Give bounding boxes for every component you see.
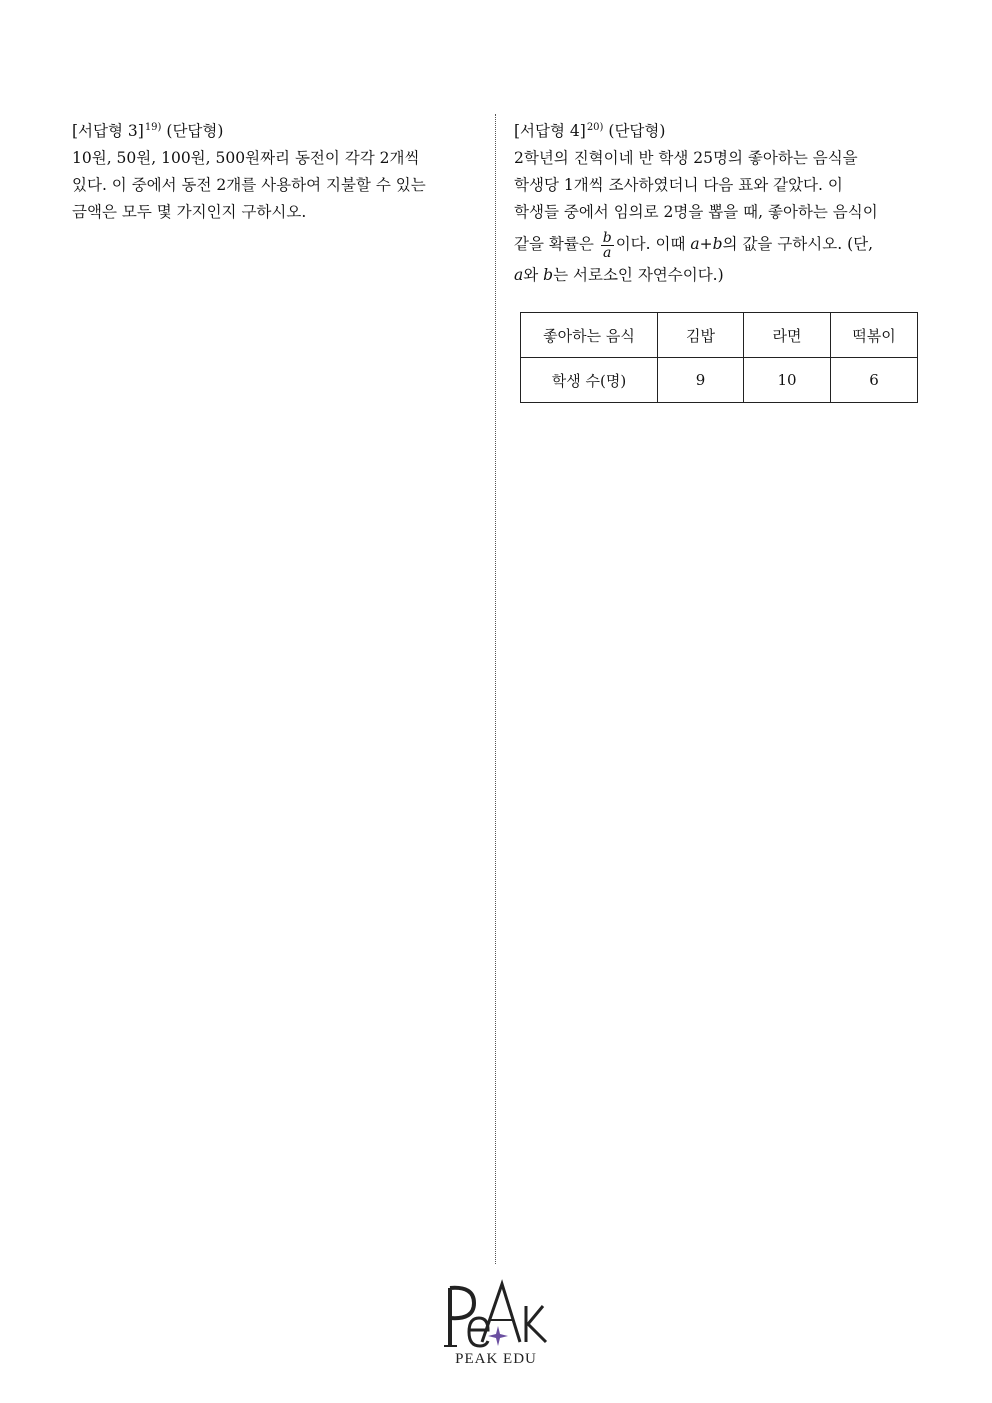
fraction-denominator: a xyxy=(603,244,612,261)
table-header-cell: 떡볶이 xyxy=(831,313,918,358)
question-4-number: [서답형 4] xyxy=(514,122,586,140)
table-cell: 학생 수(명) xyxy=(521,358,658,403)
table-header-cell: 좋아하는 음식 xyxy=(521,313,658,358)
table-header-cell: 김밥 xyxy=(658,313,744,358)
column-divider xyxy=(495,114,496,1264)
table-header-row xyxy=(521,313,918,358)
table-cell: 10 xyxy=(744,358,831,403)
fraction-numerator: b xyxy=(602,229,612,246)
conjunction: 와 xyxy=(523,266,544,284)
condition-text: 는 서로소인 자연수이다.) xyxy=(553,266,724,284)
question-3-footnote: 19) xyxy=(144,122,162,133)
expression-a-plus-b: a+b xyxy=(690,235,723,253)
question-3-type: (단답형) xyxy=(166,122,224,140)
table-cell: 6 xyxy=(831,358,918,403)
table-row xyxy=(521,358,918,403)
question-3-number: [서답형 3] xyxy=(72,122,144,140)
favorite-food-table xyxy=(520,312,918,403)
question-4-line-5 xyxy=(514,262,920,289)
variable-b: b xyxy=(543,266,554,284)
table-header-cell: 라면 xyxy=(744,313,831,358)
question-3 xyxy=(72,114,472,226)
question-4-header xyxy=(514,114,920,145)
table-cell: 9 xyxy=(658,358,744,403)
expression-suffix: 의 값을 구하시오. (단, xyxy=(722,235,874,253)
question-3-line-3: 금액은 모두 몇 가지인지 구하시오. xyxy=(72,203,307,221)
question-4-line-2: 학생당 1개씩 조사하였더니 다음 표와 같았다. 이 xyxy=(514,176,843,194)
question-3-header xyxy=(72,114,472,145)
question-4-line-4 xyxy=(514,226,920,262)
variable-a: a xyxy=(514,266,524,284)
question-4-line-3: 학생들 중에서 임의로 2명을 뽑을 때, 좋아하는 음식이 xyxy=(514,203,878,221)
question-4 xyxy=(514,114,920,289)
question-3-line-1: 10원, 50원, 100원, 500원짜리 동전이 각각 2개씩 xyxy=(72,149,420,167)
probability-suffix: 이다. 이때 xyxy=(615,235,691,253)
fraction-b-over-a xyxy=(601,231,614,260)
question-4-type: (단답형) xyxy=(608,122,666,140)
question-3-line-2: 있다. 이 중에서 동전 2개를 사용하여 지불할 수 있는 xyxy=(72,176,426,194)
question-4-line-1: 2학년의 진혁이네 반 학생 25명의 좋아하는 음식을 xyxy=(514,149,858,167)
probability-prefix: 같을 확률은 xyxy=(514,235,599,253)
question-4-footnote: 20) xyxy=(586,122,604,133)
logo-text: PEAK EDU xyxy=(455,1351,537,1367)
